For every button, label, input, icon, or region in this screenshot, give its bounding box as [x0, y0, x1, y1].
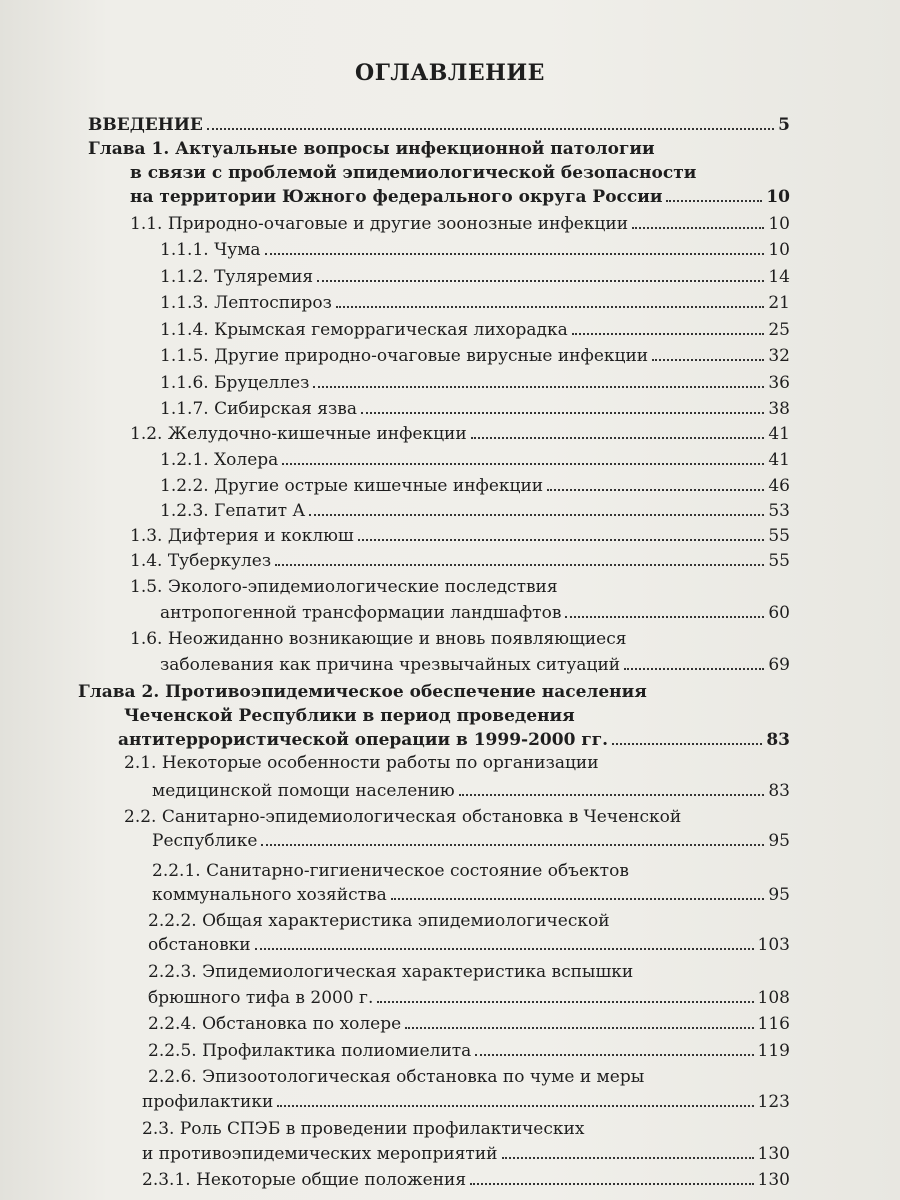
toc-entry-line [160, 292, 790, 314]
toc-entry-title: на территории Южного федерального округа России [130, 187, 663, 207]
dot-leader [405, 1027, 753, 1029]
toc-entry-line [88, 114, 790, 136]
toc-entry-line [152, 884, 790, 906]
toc-entry-line [160, 654, 790, 676]
toc-entry-title: 1.1.5. Другие природно-очаговые вирусные инфекции [160, 346, 649, 366]
toc-entry-title: 1.1. Природно-очаговые и другие зоонозные инфекции [130, 214, 629, 234]
toc-page-number: 10 [768, 214, 790, 234]
dot-leader [336, 306, 765, 308]
toc-entry-line [160, 500, 790, 522]
toc-entry-title: 1.6. Неожиданно возникающие и вновь появляющиеся [130, 629, 627, 649]
dot-leader [666, 200, 762, 202]
dot-leader [502, 1157, 754, 1159]
toc-entry-title: 1.1.4. Крымская геморрагическая лихорадка [160, 320, 568, 340]
toc-entry-line [148, 1013, 790, 1035]
toc-entry-title: 2.2. Санитарно-эпидемиологическая обстановка в Чеченской [124, 807, 682, 827]
dot-leader [277, 1105, 753, 1107]
toc-entry-title: в связи с проблемой эпидемиологической безопасности [130, 163, 697, 183]
toc-entry-line [142, 1143, 790, 1165]
toc-entry-title: Глава 2. Противоэпидемическое обеспечение населения [78, 682, 647, 702]
dot-leader [361, 412, 764, 414]
toc-page-number: 10 [766, 187, 790, 207]
toc-entry-title: 2.3.1. Некоторые общие положения [142, 1170, 467, 1190]
dot-leader [313, 386, 764, 388]
toc-entry-line [160, 319, 790, 341]
toc-entry-line [160, 398, 790, 420]
dot-leader [358, 539, 765, 541]
dot-leader [632, 227, 764, 229]
toc-entry-line [160, 372, 790, 394]
toc-page-number: 55 [768, 526, 790, 546]
toc-entry-line [160, 345, 790, 367]
dot-leader [459, 794, 765, 796]
toc-page-number: 95 [768, 885, 790, 905]
toc-entry-title: Республике [152, 831, 258, 851]
toc-page-number: 10 [768, 240, 790, 260]
dot-leader [391, 898, 765, 900]
toc-entry-title: 1.1.1. Чума [160, 240, 261, 260]
toc-entry-title: 1.1.2. Туляремия [160, 267, 314, 287]
toc-entry-line [130, 186, 790, 208]
toc-entry-title: 2.2.3. Эпидемиологическая характеристика вспышки [148, 962, 634, 982]
toc-page-number: 83 [768, 781, 790, 801]
toc-page-number: 83 [766, 730, 790, 750]
toc-entry-title: обстановки [148, 935, 251, 955]
toc-page-number: 116 [757, 1014, 790, 1034]
toc-entry-title: ВВЕДЕНИЕ [88, 115, 203, 135]
toc-entry-line [152, 780, 790, 802]
dot-leader [317, 280, 764, 282]
toc-entry-line [148, 934, 790, 956]
toc-entry-title: заболевания как причина чрезвычайных ситуаций [160, 655, 621, 675]
toc-entry-title: Чеченской Республики в период проведения [124, 706, 575, 726]
toc-entry-line [130, 550, 790, 572]
dot-leader [275, 564, 764, 566]
dot-leader [471, 437, 765, 439]
toc-entry-title: 1.4. Туберкулез [130, 551, 272, 571]
dot-leader [255, 948, 754, 950]
toc-entry-title: 2.2.6. Эпизоотологическая обстановка по чуме и меры [148, 1067, 645, 1087]
dot-leader [282, 463, 764, 465]
toc-entry-line [130, 423, 790, 445]
toc-entry-line [142, 1091, 790, 1113]
toc-page-number: 108 [757, 988, 790, 1008]
dot-leader [377, 1001, 753, 1003]
toc-entry-title: 2.3. Роль СПЭБ в проведении профилактических [142, 1119, 585, 1139]
toc-page-number: 69 [768, 655, 790, 675]
toc-entry-title: 1.1.3. Лептоспироз [160, 293, 332, 313]
toc-entry-line [130, 213, 790, 235]
toc-entry-title: 1.2.2. Другие острые кишечные инфекции [160, 476, 544, 496]
toc-entry-title: 1.1.7. Сибирская язва [160, 399, 357, 419]
toc-page-number: 25 [768, 320, 790, 340]
toc-page-number: 130 [757, 1170, 790, 1190]
toc-entry-line [142, 1169, 790, 1191]
toc-page-number: 5 [778, 115, 790, 135]
dot-leader [624, 668, 764, 670]
toc-entry-line [148, 987, 790, 1009]
toc-entry-title: 1.5. Эколого-эпидемиологические последствия [130, 577, 558, 597]
toc-entry-title: 1.2.1. Холера [160, 450, 279, 470]
toc-page-number: 32 [768, 346, 790, 366]
toc-page-number: 46 [768, 476, 790, 496]
toc-entry-title: Глава 1. Актуальные вопросы инфекционной патологии [88, 139, 655, 159]
toc-entry-title: 2.2.4. Обстановка по холере [148, 1014, 402, 1034]
toc-entry-title: 1.2.3. Гепатит А [160, 501, 306, 521]
dot-leader [612, 743, 762, 745]
toc-entry-title: 1.1.6. Бруцеллез [160, 373, 310, 393]
page-title: ОГЛАВЛЕНИЕ [355, 60, 545, 86]
toc-entry-title: антитеррористической операции в 1999-2000 гг. [118, 730, 609, 750]
toc-page-number: 103 [757, 935, 790, 955]
toc-page-number: 95 [768, 831, 790, 851]
toc-entry-title: 2.2.2. Общая характеристика эпидемиологической [148, 911, 610, 931]
toc-page-number: 60 [768, 603, 790, 623]
dot-leader [475, 1054, 753, 1056]
toc-entry-line [148, 1040, 790, 1062]
toc-entry-title: профилактики [142, 1092, 274, 1112]
dot-leader [652, 359, 764, 361]
toc-page-number: 119 [757, 1041, 790, 1061]
toc-page-number: 55 [768, 551, 790, 571]
toc-page-number: 21 [768, 293, 790, 313]
toc-entry-title: 2.2.1. Санитарно-гигиеническое состояние объектов [152, 861, 629, 881]
dot-leader [565, 616, 764, 618]
toc-entry-title: антропогенной трансформации ландшафтов [160, 603, 562, 623]
toc-entry-title: 1.3. Дифтерия и коклюш [130, 526, 354, 546]
toc-entry-line [152, 830, 790, 852]
dot-leader [265, 253, 765, 255]
toc-entry-line [160, 475, 790, 497]
toc-entry-line [160, 266, 790, 288]
toc-entry-title: 2.1. Некоторые особенности работы по организации [124, 753, 599, 773]
toc-page-number: 14 [768, 267, 790, 287]
toc-page-number: 38 [768, 399, 790, 419]
toc-entry-line [130, 525, 790, 547]
toc-entry-title: 1.2. Желудочно-кишечные инфекции [130, 424, 467, 444]
toc-page-number: 123 [757, 1092, 790, 1112]
dot-leader [572, 333, 765, 335]
dot-leader [261, 844, 764, 846]
toc-entry-line [118, 729, 790, 751]
toc-entry-title: и противоэпидемических мероприятий [142, 1144, 498, 1164]
toc-entry-line [160, 449, 790, 471]
toc-page-number: 41 [768, 450, 790, 470]
toc-entry-line [160, 602, 790, 624]
toc-entry-title: коммунального хозяйства [152, 885, 387, 905]
dot-leader [309, 514, 764, 516]
toc-entry-title: брюшного тифа в 2000 г. [148, 988, 374, 1008]
toc-page-number: 53 [768, 501, 790, 521]
dot-leader [547, 489, 764, 491]
dot-leader [207, 128, 774, 130]
toc-entry-title: 2.2.5. Профилактика полиомиелита [148, 1041, 472, 1061]
toc-page-number: 130 [757, 1144, 790, 1164]
toc-page-number: 41 [768, 424, 790, 444]
toc-entry-line [160, 239, 790, 261]
toc-entry-title: медицинской помощи населению [152, 781, 455, 801]
toc-page-number: 36 [768, 373, 790, 393]
dot-leader [470, 1183, 753, 1185]
